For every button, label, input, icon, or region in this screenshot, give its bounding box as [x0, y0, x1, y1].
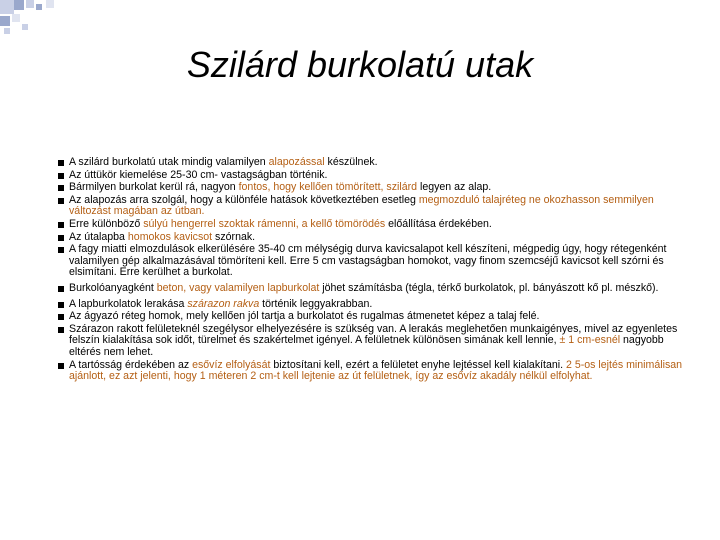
list-item [58, 324, 698, 359]
item-text: Bármilyen burkolat kerül rá, nagyon [69, 181, 239, 194]
item-text: Az úttükör kiemelése 25-30 cm- vastagságban történik. [69, 168, 328, 181]
corner-decoration [0, 0, 60, 40]
highlighted-text: fontos, hogy kellően tömörített, szilárd [238, 181, 418, 194]
item-text: jöhet számításba (tégla, térkő burkolatok, pl. bányászott kő pl. mészkő). [319, 281, 659, 294]
list-item [58, 244, 698, 279]
list-item [58, 182, 698, 194]
highlighted-text: esővíz elfolyását [192, 358, 271, 371]
item-text: készülnek. [324, 156, 378, 168]
list-item [58, 195, 698, 218]
bullet-list [58, 157, 698, 384]
item-text: A fagy miatti elmozdulások elkerülésére 35-40 cm mélységig durva kavicsalapot kell készíteni, mégpedig úgy, hogy rétegenként valamilyen gép alkalmazásával tömöríteni kell. Erre 5 cm vastagságban homokot, vagy finom szemcséjű kavicsot kell szórni és elsimítani. Erre kerülhet a burkolat. [69, 243, 667, 279]
highlighted-text: ± 1 cm-esnél [559, 334, 621, 347]
highlighted-text: homokos kavicsot [127, 230, 213, 243]
square-bullet-icon [58, 247, 64, 253]
square-bullet-icon [58, 198, 64, 204]
highlighted-text: megmozduló talajréteg ne okozhasson semmilyen változást magában az útban. [69, 193, 654, 218]
square-bullet-icon [58, 185, 64, 191]
list-item [58, 299, 698, 311]
list-item [58, 232, 698, 244]
square-bullet-icon [58, 173, 64, 179]
item-text: Az alapozás arra szolgál, hogy a különféle hatások következtében esetleg [69, 193, 419, 206]
square-bullet-icon [58, 314, 64, 320]
square-bullet-icon [58, 302, 64, 308]
item-text: Burkolóanyagként [69, 281, 157, 294]
list-item [58, 157, 698, 169]
item-text: történik leggyakrabban. [259, 297, 373, 310]
slide-title: Szilárd burkolatú utak [186, 44, 534, 85]
item-text: A szilárd burkolatú utak mindig valamilyen [69, 156, 269, 168]
item-text: Szárazon rakott felületeknél szegélysor elhelyezésére is szükség van. A lerakás meglehetően munkaigényes, mivel az egyenletes felszín kialakítása sok időt, türelmet és szakértelmet igényel. A felületnek különösen simának kell lennie, [69, 322, 678, 347]
item-text: Az ágyazó réteg homok, mely kellően jól tartja a burkolatot és rugalmas átmenetet képez a talaj felé. [69, 310, 540, 323]
list-item [58, 170, 698, 182]
square-bullet-icon [58, 286, 64, 292]
highlighted-text: beton, vagy valamilyen lapburkolat [156, 281, 320, 294]
item-text: A tartósság érdekében az [69, 358, 193, 371]
item-text: szórnak. [212, 230, 256, 243]
square-bullet-icon [58, 363, 64, 369]
highlighted-text: alapozással [268, 156, 325, 168]
item-text: biztosítani kell, ezért a felületet enyhe lejtéssel kell kialakítani. [270, 358, 567, 371]
square-bullet-icon [58, 327, 64, 333]
list-item [58, 360, 698, 383]
list-item [58, 311, 698, 323]
list-item [58, 219, 698, 231]
list-item [58, 283, 698, 295]
item-text: Az útalapba [69, 230, 128, 243]
highlighted-text: súlyú hengerrel szoktak rámenni, a kellő tömörödés [143, 217, 386, 230]
square-bullet-icon [58, 222, 64, 228]
item-text: A lapburkolatok lerakása [69, 297, 188, 310]
highlighted-text: 2 5-os lejtés minimálisan ajánlott, ez azt jelenti, hogy 1 méteren 2 cm-t kell lejtenie az út felületnek, így az esővíz akadály nélkül elfolyhat. [69, 358, 683, 383]
highlighted-text: szárazon rakva [187, 297, 260, 310]
item-text: előállítása érdekében. [385, 217, 492, 230]
item-text: legyen az alap. [417, 181, 492, 194]
square-bullet-icon [58, 160, 64, 166]
item-text: nagyobb eltérés nem lehet. [69, 334, 664, 358]
item-text: Erre különböző [69, 217, 144, 230]
square-bullet-icon [58, 235, 64, 241]
